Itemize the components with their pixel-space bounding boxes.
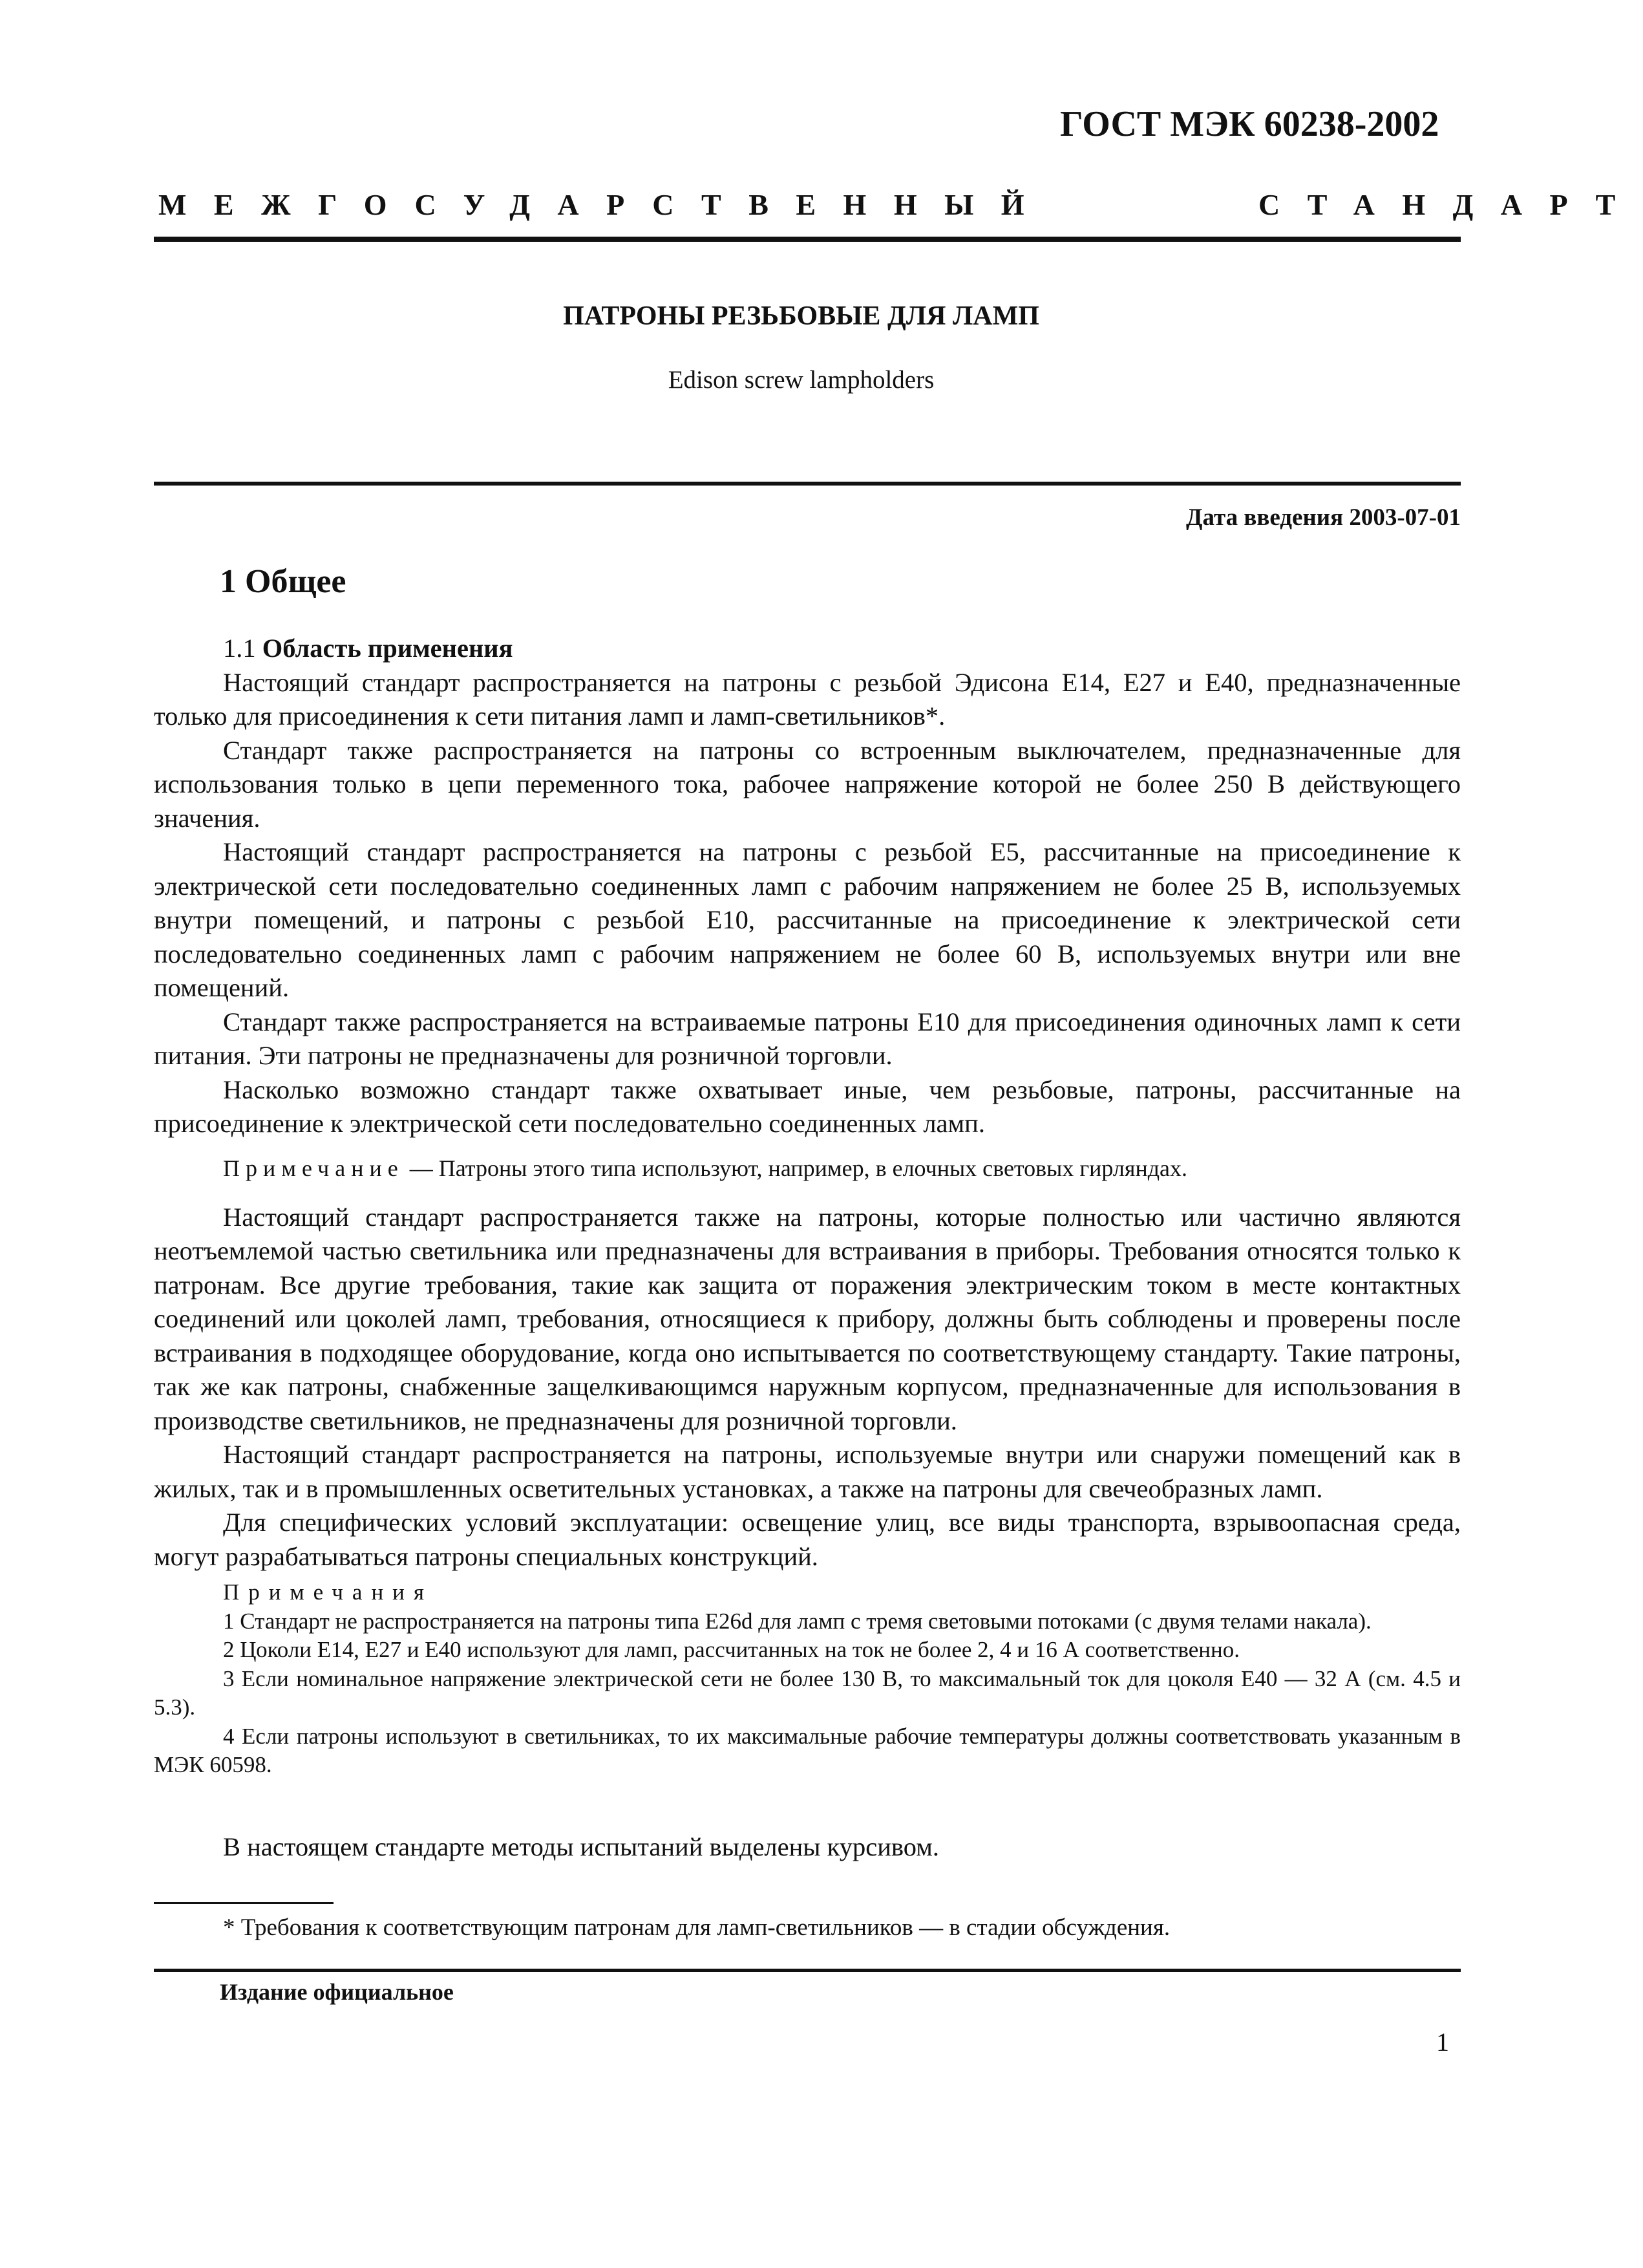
paragraph: Стандарт также распространяется на встраиваемые патроны Е10 для присоединения одиночных ламп к сети питания. Эти патроны не предназначены для розничной торговли. [154, 1007, 1461, 1070]
note-item: 3 Если номинальное напряжение электрической сети не более 130 В, то максимальный ток для цоколя Е40 — 32 А (см. 4.5 и 5.3). [154, 1665, 1461, 1720]
note-text: — Патроны этого типа используют, например, в елочных световых гирляндах. [403, 1155, 1188, 1181]
paragraph: Стандарт также распространяется на патроны со встроенным выключателем, предназначенные для использования только в цепи переменного тока, рабочее напряжение которой не более 250 В действующего значения. [154, 735, 1461, 833]
standard-type-word-2: СТАНДАРТ [1258, 188, 1643, 221]
paragraph: Настоящий стандарт распространяется на патроны с резьбой Эдисона Е14, Е27 и Е40, предназначенные только для присоединения к сети питания ламп и ламп-светильников*. [154, 667, 1461, 731]
paragraph: Настоящий стандарт распространяется на патроны с резьбой Е5, рассчитанные на присоединение к электрической сети последовательно соединенных ламп с рабочим напряжением не более 25 В, используемых внутри помещений, и патроны с резьбой Е10, рассчитанные на присоединение к электрической сети последовательно соединенных ламп с рабочим напряжением не более 60 В, используемых внутри или вне помещений. [154, 837, 1461, 1002]
title-divider [154, 482, 1461, 486]
header-divider [154, 237, 1461, 242]
notes-block [154, 1578, 1461, 1780]
note-item: 1 Стандарт не распространяется на патроны типа E26d для ламп с тремя световыми потоками (с двумя телами накала). [223, 1608, 1372, 1634]
paragraph: Настоящий стандарт распространяется также на патроны, которые полностью или частично являются неотъемлемой частью светильника или предназначены для встраивания в приборы. Требования относятся только к патронам. Все другие требования, такие как защита от поражения электрическим током в месте контактных соединений или цоколей ламп, требования, относящиеся к прибору, должны быть соблюдены и проверены после встраивания в подходящее оборудование, когда оно испытывается по соответствующему стандарту. Такие патроны, так же как патроны, снабженные защелкивающимся наружным корпусом, предназначенные для использования в производстве светильников, не предназначены для розничной торговли. [154, 1202, 1461, 1435]
note-item: 4 Если патроны используют в светильниках, то их максимальные рабочие температуры должны соответствовать указанным в МЭК 60598. [154, 1723, 1461, 1777]
note-item: 2 Цоколи Е14, Е27 и Е40 используют для ламп, рассчитанных на ток не более 2, 4 и 16 А соответственно. [223, 1637, 1240, 1662]
scope-text [154, 632, 1461, 1574]
page-number: 1 [1436, 2027, 1449, 2057]
standard-type-word-1: МЕЖГОСУДАРСТВЕННЫЙ [158, 188, 1052, 221]
document-number: ГОСТ МЭК 60238-2002 [1060, 104, 1439, 144]
paragraph: Для специфических условий эксплуатации: освещение улиц, все виды транспорта, взрывоопасная среда, могут разрабатываться патроны специальных конструкций. [154, 1508, 1461, 1571]
document-title-english: Edison screw lampholders [668, 366, 935, 394]
footnote-divider [154, 1902, 334, 1904]
test-methods-note: В настоящем стандарте методы испытаний выделены курсивом. [223, 1832, 939, 1861]
introduction-date: Дата введения 2003-07-01 [1186, 504, 1461, 531]
standard-type-line [158, 187, 1643, 234]
footnote: * Требования к соответствующим патронам для ламп-светильников — в стадии обсуждения. [223, 1914, 1171, 1941]
subsection-title: Область применения [262, 634, 513, 663]
paragraph: Настоящий стандарт распространяется на патроны, используемые внутри или снаружи помещений как в жилых, так и в промышленных осветительных установках, а также на патроны для свечеобразных ламп. [154, 1440, 1461, 1503]
footer-divider [154, 1969, 1461, 1972]
notes-title: Примечания [223, 1579, 434, 1605]
edition-label: Издание официальное [220, 1979, 454, 2005]
subsection-heading [154, 632, 1461, 666]
subsection-number: 1.1 [223, 634, 256, 663]
section-heading: 1 Общее [220, 563, 346, 600]
paragraph: Насколько возможно стандарт также охватывает иные, чем резьбовые, патроны, рассчитанные на присоединение к электрической сети последовательно соединенных ламп. [154, 1075, 1461, 1138]
note [154, 1153, 1461, 1184]
document-title: ПАТРОНЫ РЕЗЬБОВЫЕ ДЛЯ ЛАМП [563, 301, 1039, 331]
note-label: Примечание [223, 1155, 404, 1181]
